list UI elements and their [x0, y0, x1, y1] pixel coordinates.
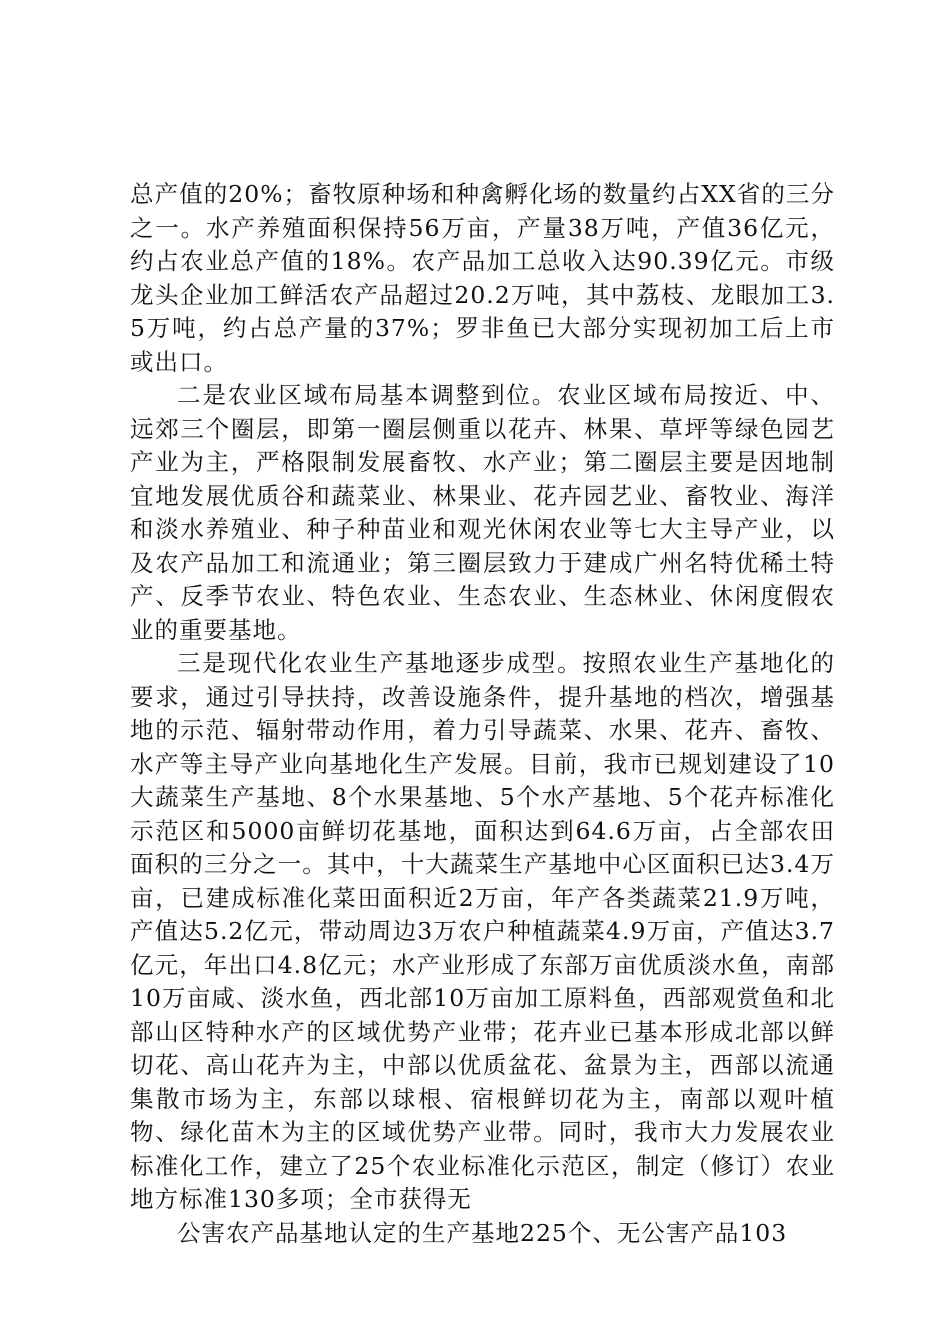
- paragraph-pollution-free-bases: 公害农产品基地认定的生产基地225个、无公害产品103: [177, 1218, 788, 1247]
- paragraph-regional-layout: 二是农业区域布局基本调整到位。农业区域布局按近、中、远郊三个圈层，即第一圈层侧重以花卉、林果、草坪等绿色园艺产业为主，严格限制发展畜牧、水产业；第二圈层主要是因地制宜地发展优质谷和蔬菜业、林果业、花卉园艺业、畜牧业、海洋和淡水养殖业、种子种苗业和观光休闲农业等七大主导产业，以及农产品加工和流通业；第三圈层致力于建成广州名特优稀土特产、反季节农业、特色农业、生态农业、生态林业、休闲度假农业的重要基地。: [130, 381, 835, 644]
- paragraph-production-bases: 三是现代化农业生产基地逐步成型。按照农业生产基地化的要求，通过引导扶持，改善设施条件，提升基地的档次，增强基地的示范、辐射带动作用，着力引导蔬菜、水果、花卉、畜牧、水产等主导产业向基地化生产发展。目前，我市已规划建设了10大蔬菜生产基地、8个水果基地、5个水产基地、5个花卉标准化示范区和5000亩鲜切花基地，面积达到64.6万亩，占全部农田面积的三分之一。其中，十大蔬菜生产基地中心区面积已达3.4万亩，已建成标准化菜田面积近2万亩，年产各类蔬菜21.9万吨，产值达5.2亿元，带动周边3万农户种植蔬菜4.9万亩，产值达3.7亿元，年出口4.8亿元；水产业形成了东部万亩优质淡水鱼，南部10万亩咸、淡水鱼，西北部10万亩加工原料鱼，西部观赏鱼和北部山区特种水产的区域优势产业带；花卉业已基本形成北部以鲜切花、高山花卉为主，中部以优质盆花、盆景为主，西部以流通集散市场为主，东部以球根、宿根鲜切花为主，南部以观叶植物、绿化苗木为主的区域优势产业带。同时，我市大力发展农业标准化工作，建立了25个农业标准化示范区，制定（修订）农业地方标准130多项；全市获得无: [130, 649, 835, 1213]
- document-body: [130, 178, 835, 1250]
- paragraph-livestock-aquaculture-stats: 总产值的20%；畜牧原种场和种禽孵化场的数量约占XX省的三分之一。水产养殖面积保持56万亩，产量38万吨，产值36亿元，约占农业总产值的18%。农产品加工总收入达90.39亿元。市级龙头企业加工鲜活农产品超过20.2万吨，其中荔枝、龙眼加工3.5万吨，约占总产量的37%；罗非鱼已大部分实现初加工后上市或出口。: [130, 180, 835, 376]
